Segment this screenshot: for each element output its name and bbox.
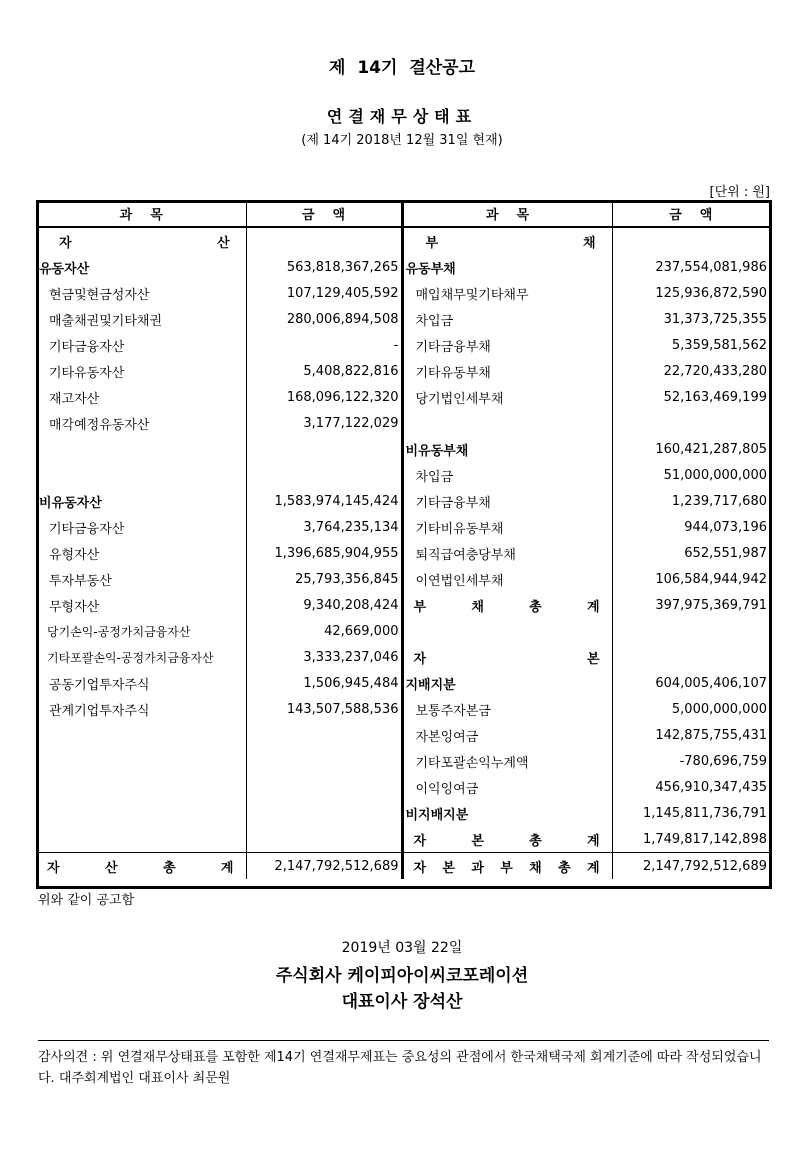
header-account: 과 목 [402, 201, 612, 227]
asset-amount: 107,129,405,592 [246, 280, 402, 306]
liability-equity-amount: 142,875,755,431 [655, 727, 767, 743]
liability-equity-account: 이연법인세부채 [402, 566, 612, 592]
asset-account [37, 722, 246, 748]
liability-equity-amount [612, 410, 769, 436]
unit-label: [단위 : 원] [709, 185, 770, 200]
table-row [37, 644, 769, 670]
table-row [37, 592, 769, 618]
audit-opinion: 감사의견 : 위 연결재무상태표를 포함한 제14기 연결재무제표는 중요성의 관점에서 한국채택국제 회계기준에 따라 작성되었습니다. 대주회계법인 대표이사 최문원 [38, 1050, 762, 1086]
asset-account: 유형자산 [37, 540, 246, 566]
table-row [37, 748, 769, 774]
announcement-title: 제 14기 결산공고 [328, 58, 476, 78]
spaced-label: 자 본 [413, 651, 600, 667]
spaced-label: 부 채 총 계 [413, 599, 600, 615]
total-liab-equity-label [402, 853, 612, 880]
liability-equity-account: 비유동부채 [402, 436, 612, 462]
table-row [37, 670, 769, 696]
asset-amount [246, 774, 402, 800]
asset-account: 기타금융자산 [37, 332, 246, 358]
asset-amount [246, 800, 402, 826]
table-row [37, 618, 769, 644]
asset-amount: 1,396,685,904,955 [246, 540, 402, 566]
liability-equity-account: 지배지분 [402, 670, 612, 696]
table-row [37, 826, 769, 853]
asset-amount: 42,669,000 [246, 618, 402, 644]
liability-equity-account: 이익잉여금 [402, 774, 612, 800]
header-amount: 금 액 [612, 201, 769, 227]
liability-equity-amount: 5,000,000,000 [671, 701, 767, 717]
liability-equity-amount: 1,145,811,736,791 [642, 805, 767, 821]
asset-account: 기타포괄손익-공정가치금융자산 [37, 644, 246, 670]
asset-amount [246, 748, 402, 774]
section-header-row [37, 227, 769, 254]
asset-account [37, 774, 246, 800]
table-row [37, 280, 769, 306]
liability-equity-account: 자본잉여금 [402, 722, 612, 748]
asset-account: 당기손익-공정가치금융자산 [37, 618, 246, 644]
liability-equity-amount: 160,421,287,805 [655, 441, 767, 457]
liability-equity-account [402, 592, 612, 618]
table-row [37, 410, 769, 436]
liability-equity-amount: 22,720,433,280 [663, 363, 767, 379]
ceo-name: 대표이사 장석산 [341, 992, 463, 1012]
table-row [37, 722, 769, 748]
table-row [37, 514, 769, 540]
asset-amount: - [246, 332, 402, 358]
asset-account: 기타유동자산 [37, 358, 246, 384]
asset-amount [246, 462, 402, 488]
asset-amount: 25,793,356,845 [246, 566, 402, 592]
liability-equity-account [402, 618, 612, 644]
header-amount: 금 액 [246, 201, 402, 227]
asset-account: 매각예정유동자산 [37, 410, 246, 436]
table-row [37, 462, 769, 488]
liability-equity-amount: -780,696,759 [679, 753, 767, 769]
asset-account: 재고자산 [37, 384, 246, 410]
spaced-label: 자 본 과 부 채 총 계 [413, 860, 600, 876]
asset-amount: 3,177,122,029 [246, 410, 402, 436]
total-liab-equity-value: 2,147,792,512,689 [612, 853, 769, 880]
total-assets-label [37, 853, 246, 880]
liability-equity-account: 기타금융부채 [402, 332, 612, 358]
liability-equity-account: 비지배지분 [402, 800, 612, 826]
table-row [37, 696, 769, 722]
spaced-label: 자 산 총 계 [47, 860, 234, 876]
liability-equity-account: 매입채무및기타채무 [402, 280, 612, 306]
asset-amount: 3,333,237,046 [246, 644, 402, 670]
liability-equity-account: 당기법인세부채 [402, 384, 612, 410]
asset-amount: 143,507,588,536 [246, 696, 402, 722]
table-row [37, 358, 769, 384]
asset-account: 관계기업투자주식 [37, 696, 246, 722]
asset-account [37, 462, 246, 488]
divider [38, 1040, 769, 1041]
table-row [37, 566, 769, 592]
asset-account: 매출채권및기타채권 [37, 306, 246, 332]
asset-account [37, 436, 246, 462]
liability-equity-amount: 1,749,817,142,898 [642, 831, 767, 847]
asset-account [37, 826, 246, 853]
asset-amount [246, 826, 402, 853]
table-row [37, 384, 769, 410]
asset-account [37, 800, 246, 826]
balance-sheet-table [37, 201, 769, 879]
liability-equity-account: 차입금 [402, 306, 612, 332]
liability-equity-amount [612, 644, 769, 670]
company-name: 주식회사 케이피아이씨코포레이션 [275, 966, 529, 986]
table-row [37, 436, 769, 462]
asset-account: 기타금융자산 [37, 514, 246, 540]
liability-equity-amount: 1,239,717,680 [671, 493, 767, 509]
liability-equity-amount [612, 618, 769, 644]
statement-date: (제 14기 2018년 12월 31일 현재) [301, 133, 503, 148]
asset-account: 공동기업투자주식 [37, 670, 246, 696]
asset-account [37, 748, 246, 774]
liability-equity-amount: 237,554,081,986 [655, 259, 767, 275]
liability-equity-account: 유동부채 [402, 254, 612, 280]
liability-equity-account: 보통주자본금 [402, 696, 612, 722]
liability-equity-amount: 652,551,987 [684, 545, 767, 561]
liability-equity-amount: 5,359,581,562 [671, 337, 767, 353]
asset-account: 무형자산 [37, 592, 246, 618]
table-row [37, 800, 769, 826]
assets-section-label: 자 산 [37, 227, 246, 254]
spaced-label: 자 본 총 계 [413, 833, 600, 849]
liability-equity-amount: 125,936,872,590 [655, 285, 767, 301]
liability-equity-amount: 31,373,725,355 [663, 311, 767, 327]
asset-account: 현금및현금성자산 [37, 280, 246, 306]
liability-equity-amount: 604,005,406,107 [655, 675, 767, 691]
asset-amount: 1,583,974,145,424 [246, 488, 402, 514]
liabilities-section-label: 부 채 [402, 227, 612, 254]
asset-amount [246, 722, 402, 748]
liability-equity-account [402, 826, 612, 853]
liability-equity-account: 기타포괄손익누계액 [402, 748, 612, 774]
liability-equity-amount: 52,163,469,199 [663, 389, 767, 405]
publish-date: 2019년 03월 22일 [341, 940, 463, 956]
asset-amount: 3,764,235,134 [246, 514, 402, 540]
liability-equity-amount: 397,975,369,791 [655, 597, 767, 613]
liability-equity-amount: 51,000,000,000 [663, 467, 767, 483]
asset-amount: 280,006,894,508 [246, 306, 402, 332]
liability-equity-account: 차입금 [402, 462, 612, 488]
table-row [37, 774, 769, 800]
statement-title: 연결재무상태표 [326, 107, 478, 126]
header-account: 과 목 [37, 201, 246, 227]
asset-amount: 168,096,122,320 [246, 384, 402, 410]
liability-equity-account: 퇴직급여충당부채 [402, 540, 612, 566]
asset-account: 유동자산 [37, 254, 246, 280]
liability-equity-account [402, 644, 612, 670]
liability-equity-amount: 106,584,944,942 [655, 571, 767, 587]
asset-account: 투자부동산 [37, 566, 246, 592]
asset-amount: 9,340,208,424 [246, 592, 402, 618]
liability-equity-account: 기타비유동부채 [402, 514, 612, 540]
liability-equity-account: 기타유동부채 [402, 358, 612, 384]
table-header-row [37, 201, 769, 227]
total-assets-value: 2,147,792,512,689 [246, 853, 402, 880]
asset-amount: 563,818,367,265 [246, 254, 402, 280]
footnote: 위와 같이 공고함 [38, 893, 135, 908]
table-row [37, 306, 769, 332]
liability-equity-amount: 944,073,196 [684, 519, 767, 535]
asset-account: 비유동자산 [37, 488, 246, 514]
totals-row [37, 853, 769, 880]
liability-equity-amount: 456,910,347,435 [655, 779, 767, 795]
liability-equity-account: 기타금융부채 [402, 488, 612, 514]
liability-equity-account [402, 410, 612, 436]
table-row [37, 254, 769, 280]
asset-amount: 1,506,945,484 [246, 670, 402, 696]
table-row [37, 488, 769, 514]
table-row [37, 332, 769, 358]
asset-amount: 5,408,822,816 [246, 358, 402, 384]
table-row [37, 540, 769, 566]
asset-amount [246, 436, 402, 462]
